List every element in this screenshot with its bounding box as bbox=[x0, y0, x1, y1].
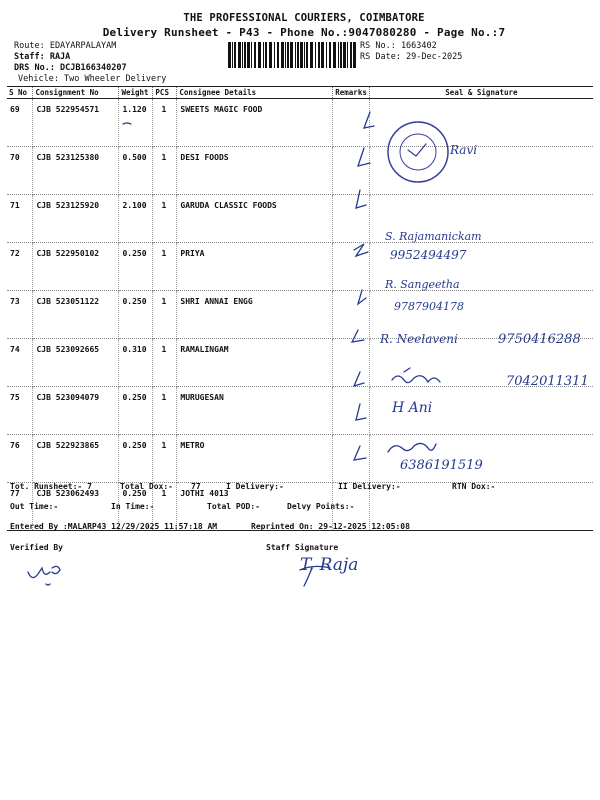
cell-seal-signature bbox=[369, 99, 593, 147]
col-header-weight: Weight bbox=[119, 87, 153, 99]
rtn-dox-label: RTN Dox:- bbox=[452, 482, 496, 491]
cell-sno: 77 bbox=[7, 483, 33, 531]
total-dox-value: 77 bbox=[191, 482, 201, 491]
delvy-points-label: Delvy Points:- bbox=[287, 502, 355, 511]
cell-sno: 70 bbox=[7, 147, 33, 195]
cell-consignment-no: CJB 523125380 bbox=[33, 147, 119, 195]
i-delivery-label: I Delivery:- bbox=[226, 482, 284, 491]
cell-weight: 0.250 bbox=[119, 243, 153, 291]
cell-weight: 2.100 bbox=[119, 195, 153, 243]
runsheet-table bbox=[7, 86, 593, 531]
cell-sno: 72 bbox=[7, 243, 33, 291]
out-time-label: Out Time:- bbox=[10, 502, 59, 511]
cell-consignment-no: CJB 523051122 bbox=[33, 291, 119, 339]
table-row bbox=[7, 147, 593, 195]
col-header-consignment: Consignment No bbox=[33, 87, 119, 99]
cell-pcs: 1 bbox=[153, 243, 177, 291]
barcode-image bbox=[228, 42, 358, 68]
table-row bbox=[7, 387, 593, 435]
signature-row-74-phone: 9750416288 bbox=[498, 332, 581, 347]
cell-remarks bbox=[333, 99, 370, 147]
col-header-seal-signature: Seal & Signature bbox=[369, 87, 593, 99]
cell-consignment-no: CJB 523125920 bbox=[33, 195, 119, 243]
cell-consignment-no: CJB 523094079 bbox=[33, 387, 119, 435]
signature-row-77-phone: 6386191519 bbox=[400, 458, 483, 473]
vehicle-label: Vehicle: Two Wheeler Delivery bbox=[18, 74, 167, 84]
cell-consignment-no: CJB 522923865 bbox=[33, 435, 119, 483]
cell-sno: 71 bbox=[7, 195, 33, 243]
col-header-sno: S No bbox=[7, 87, 33, 99]
cell-pcs: 1 bbox=[153, 483, 177, 531]
signature-row-74-name: R. Neelaveni bbox=[380, 332, 458, 346]
ii-delivery-label: II Delivery:- bbox=[338, 482, 401, 491]
cell-pcs: 1 bbox=[153, 195, 177, 243]
cell-remarks bbox=[333, 195, 370, 243]
cell-seal-signature bbox=[369, 195, 593, 243]
table-row bbox=[7, 291, 593, 339]
cell-consignee: JOTHI 4013 bbox=[177, 483, 333, 531]
table-row bbox=[7, 435, 593, 483]
cell-consignment-no: CJB 523092665 bbox=[33, 339, 119, 387]
cell-seal-signature bbox=[369, 147, 593, 195]
cell-remarks bbox=[333, 387, 370, 435]
cell-remarks bbox=[333, 339, 370, 387]
cell-pcs: 1 bbox=[153, 339, 177, 387]
route-label: Route: EDAYARPALAYAM bbox=[14, 41, 117, 51]
staff-signature-scribble bbox=[300, 566, 330, 586]
cell-seal-signature bbox=[369, 387, 593, 435]
table-row bbox=[7, 99, 593, 147]
cell-consignee: GARUDA CLASSIC FOODS bbox=[177, 195, 333, 243]
company-title: THE PROFESSIONAL COURIERS, COIMBATORE bbox=[183, 12, 425, 24]
signature-row-75-phone: 7042011311 bbox=[506, 374, 589, 389]
cell-seal-signature bbox=[369, 243, 593, 291]
reprinted-on: Reprinted On: 29-12-2025 12:05:08 bbox=[251, 522, 410, 531]
cell-weight: 0.500 bbox=[119, 147, 153, 195]
cell-sno: 74 bbox=[7, 339, 33, 387]
cell-consignee: PRIYA bbox=[177, 243, 333, 291]
in-time-label: In Time:- bbox=[111, 502, 155, 511]
cell-remarks bbox=[333, 243, 370, 291]
cell-pcs: 1 bbox=[153, 99, 177, 147]
verified-by-label: Verified By bbox=[10, 543, 63, 552]
cell-sno: 69 bbox=[7, 99, 33, 147]
rs-date: RS Date: 29-Dec-2025 bbox=[360, 52, 463, 62]
total-pod-label: Total POD:- bbox=[207, 502, 260, 511]
drs-number: DRS No.: DCJB166340207 bbox=[14, 63, 127, 73]
cell-remarks bbox=[333, 291, 370, 339]
col-header-pcs: PCS bbox=[153, 87, 177, 99]
cell-weight: 1.120 bbox=[119, 99, 153, 147]
signature-row-73-name: R. Sangeetha bbox=[385, 278, 460, 291]
signature-row-73-phone: 9787904178 bbox=[394, 300, 464, 313]
cell-weight: 0.250 bbox=[119, 291, 153, 339]
table-row bbox=[7, 195, 593, 243]
cell-consignment-no: CJB 522954571 bbox=[33, 99, 119, 147]
signature-row-72-phone: 9952494497 bbox=[390, 248, 467, 262]
table-row bbox=[7, 339, 593, 387]
cell-weight: 0.310 bbox=[119, 339, 153, 387]
staff-signature: T. Raja bbox=[300, 555, 359, 575]
cell-weight: 0.250 bbox=[119, 435, 153, 483]
cell-pcs: 1 bbox=[153, 147, 177, 195]
cell-sno: 75 bbox=[7, 387, 33, 435]
cell-remarks bbox=[333, 147, 370, 195]
cell-pcs: 1 bbox=[153, 435, 177, 483]
total-dox-label: Total Dox:- bbox=[120, 482, 173, 491]
cell-consignee: SWEETS MAGIC FOOD bbox=[177, 99, 333, 147]
cell-sno: 76 bbox=[7, 435, 33, 483]
table-header-row bbox=[7, 87, 593, 99]
cell-consignee: SHRI ANNAI ENGG bbox=[177, 291, 333, 339]
total-runsheet: Tot. Runsheet:- 7 bbox=[10, 482, 92, 491]
cell-consignee: MURUGESAN bbox=[177, 387, 333, 435]
staff-label: Staff: RAJA bbox=[14, 52, 71, 62]
cell-pcs: 1 bbox=[153, 387, 177, 435]
cell-consignee: METRO bbox=[177, 435, 333, 483]
cell-remarks bbox=[333, 435, 370, 483]
cell-consignment-no: CJB 522950102 bbox=[33, 243, 119, 291]
col-header-consignee: Consignee Details bbox=[177, 87, 333, 99]
verified-by-scribble bbox=[28, 566, 60, 577]
cell-pcs: 1 bbox=[153, 291, 177, 339]
cell-weight: 0.250 bbox=[119, 483, 153, 531]
entered-by: Entered By :MALARP43 12/29/2025 11:57:18 AM bbox=[10, 522, 218, 531]
col-header-remarks: Remarks bbox=[333, 87, 370, 99]
table-row bbox=[7, 243, 593, 291]
signature-row-76: H Ani bbox=[392, 400, 433, 416]
cell-weight: 0.250 bbox=[119, 387, 153, 435]
signature-row-70: Ravi bbox=[450, 143, 478, 157]
staff-signature-label: Staff Signature bbox=[266, 543, 339, 552]
cell-consignee: DESI FOODS bbox=[177, 147, 333, 195]
cell-seal-signature bbox=[369, 291, 593, 339]
cell-consignee: RAMALINGAM bbox=[177, 339, 333, 387]
cell-sno: 73 bbox=[7, 291, 33, 339]
signature-row-72-name: S. Rajamanickam bbox=[385, 230, 482, 243]
runsheet-subtitle: Delivery Runsheet - P43 - Phone No.:9047080280 - Page No.:7 bbox=[102, 26, 506, 39]
rs-number: RS No.: 1663402 bbox=[360, 41, 437, 51]
cell-seal-signature bbox=[369, 339, 593, 387]
cell-consignment-no: CJB 523062493 bbox=[33, 483, 119, 531]
cell-seal-signature bbox=[369, 435, 593, 483]
